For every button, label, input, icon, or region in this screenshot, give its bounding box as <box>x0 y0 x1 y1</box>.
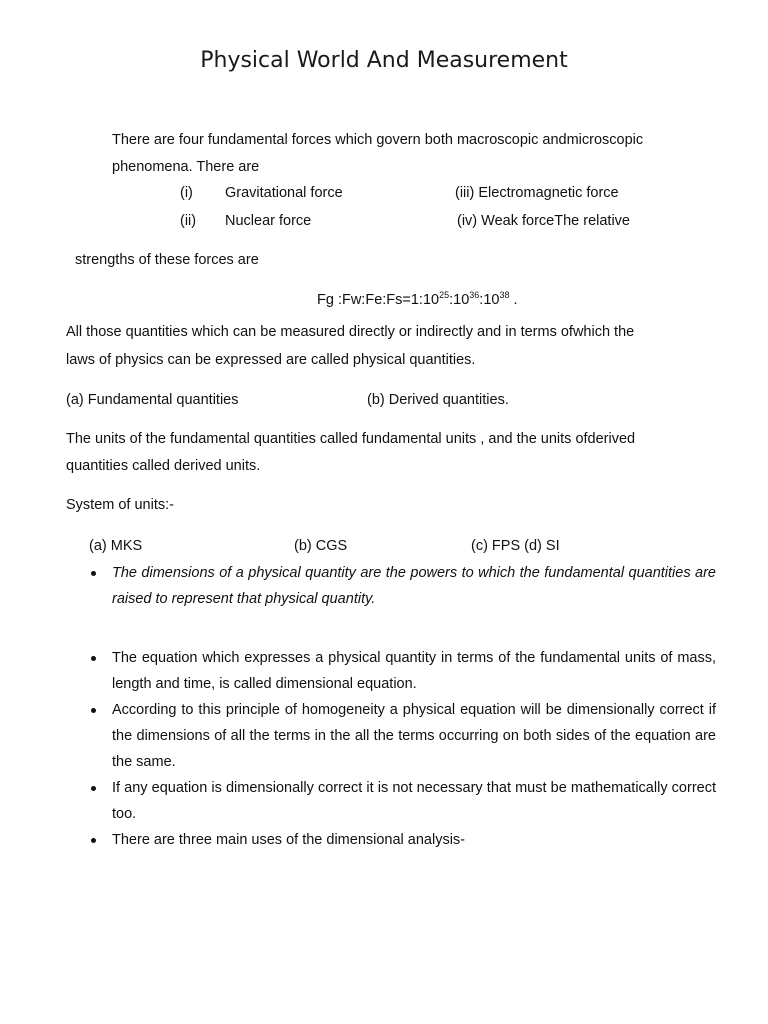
bullet-icon <box>91 571 96 576</box>
force-nuclear: Nuclear force <box>225 213 312 229</box>
bullet-icon <box>91 838 96 843</box>
force-num-iv <box>457 208 630 235</box>
ratio-exp-1: 25 <box>439 290 450 300</box>
bullet-icon <box>91 708 96 713</box>
force-num-iii-label: (iii) <box>455 185 475 201</box>
ratio-exp-3: 38 <box>499 290 510 300</box>
list-item <box>88 697 716 775</box>
bullet-icon <box>91 656 96 661</box>
list-item <box>88 827 716 853</box>
ratio-exp-2: 36 <box>469 290 480 300</box>
bullet-text: If any equation is dimensionally correct it is not necessary that must be mathematically correct too. <box>112 780 716 822</box>
system-cgs: (b) CGS <box>294 538 348 554</box>
force-num-iii <box>455 180 619 207</box>
ratio-sep-1: :10 <box>449 292 470 308</box>
system-fps-si: (c) FPS (d) SI <box>471 538 560 554</box>
physical-quantities-line-2: laws of physics can be expressed are called physical quantities. <box>66 352 476 368</box>
bullet-text: The dimensions of a physical quantity are the powers to which the fundamental quantities are raised to represent that physical quantity. <box>112 565 716 607</box>
ratio-prefix: Fg :Fw:Fe:Fs=1:10 <box>317 292 440 308</box>
force-weak: Weak forceThe relative <box>481 213 630 229</box>
ratio-suffix: . <box>509 292 518 308</box>
derived-quantities: (b) Derived quantities. <box>367 392 509 408</box>
ratio-sep-2: :10 <box>479 292 500 308</box>
intro-line-3: strengths of these forces are <box>75 252 259 268</box>
systems-heading: System of units:- <box>66 497 174 513</box>
list-item <box>88 645 716 697</box>
bullet-text: The equation which expresses a physical quantity in terms of the fundamental units of mass, length and time, is called dimensional equation. <box>112 650 716 692</box>
units-line-1: The units of the fundamental quantities called fundamental units , and the units ofderived <box>66 431 636 447</box>
list-item <box>88 775 716 827</box>
bullet-icon <box>91 786 96 791</box>
fundamental-quantities: (a) Fundamental quantities <box>66 392 239 408</box>
force-num-i: (i) <box>180 185 193 201</box>
bullet-list-2 <box>88 645 716 853</box>
force-num-ii: (ii) <box>180 213 197 229</box>
force-electromagnetic: Electromagnetic force <box>478 185 619 201</box>
page-title: Physical World And Measurement <box>200 48 568 73</box>
bullet-text: According to this principle of homogeneity a physical equation will be dimensionally correct if the dimensions of all the terms in the all the terms occurring on both sides of the equation are the same. <box>112 702 716 770</box>
bullet-list-1 <box>88 560 716 612</box>
physical-quantities-line-1: All those quantities which can be measured directly or indirectly and in terms ofwhich the <box>66 324 635 340</box>
list-item <box>88 560 716 612</box>
system-mks: (a) MKS <box>89 538 143 554</box>
force-gravitational: Gravitational force <box>225 185 343 201</box>
intro-line-1: There are four fundamental forces which govern both macroscopic andmicroscopic <box>112 132 644 148</box>
intro-line-2: phenomena. There are <box>112 159 260 175</box>
force-ratio <box>317 287 518 314</box>
units-line-2: quantities called derived units. <box>66 458 261 474</box>
force-num-iv-label: (iv) <box>457 213 478 229</box>
bullet-text: There are three main uses of the dimensional analysis- <box>112 832 466 848</box>
